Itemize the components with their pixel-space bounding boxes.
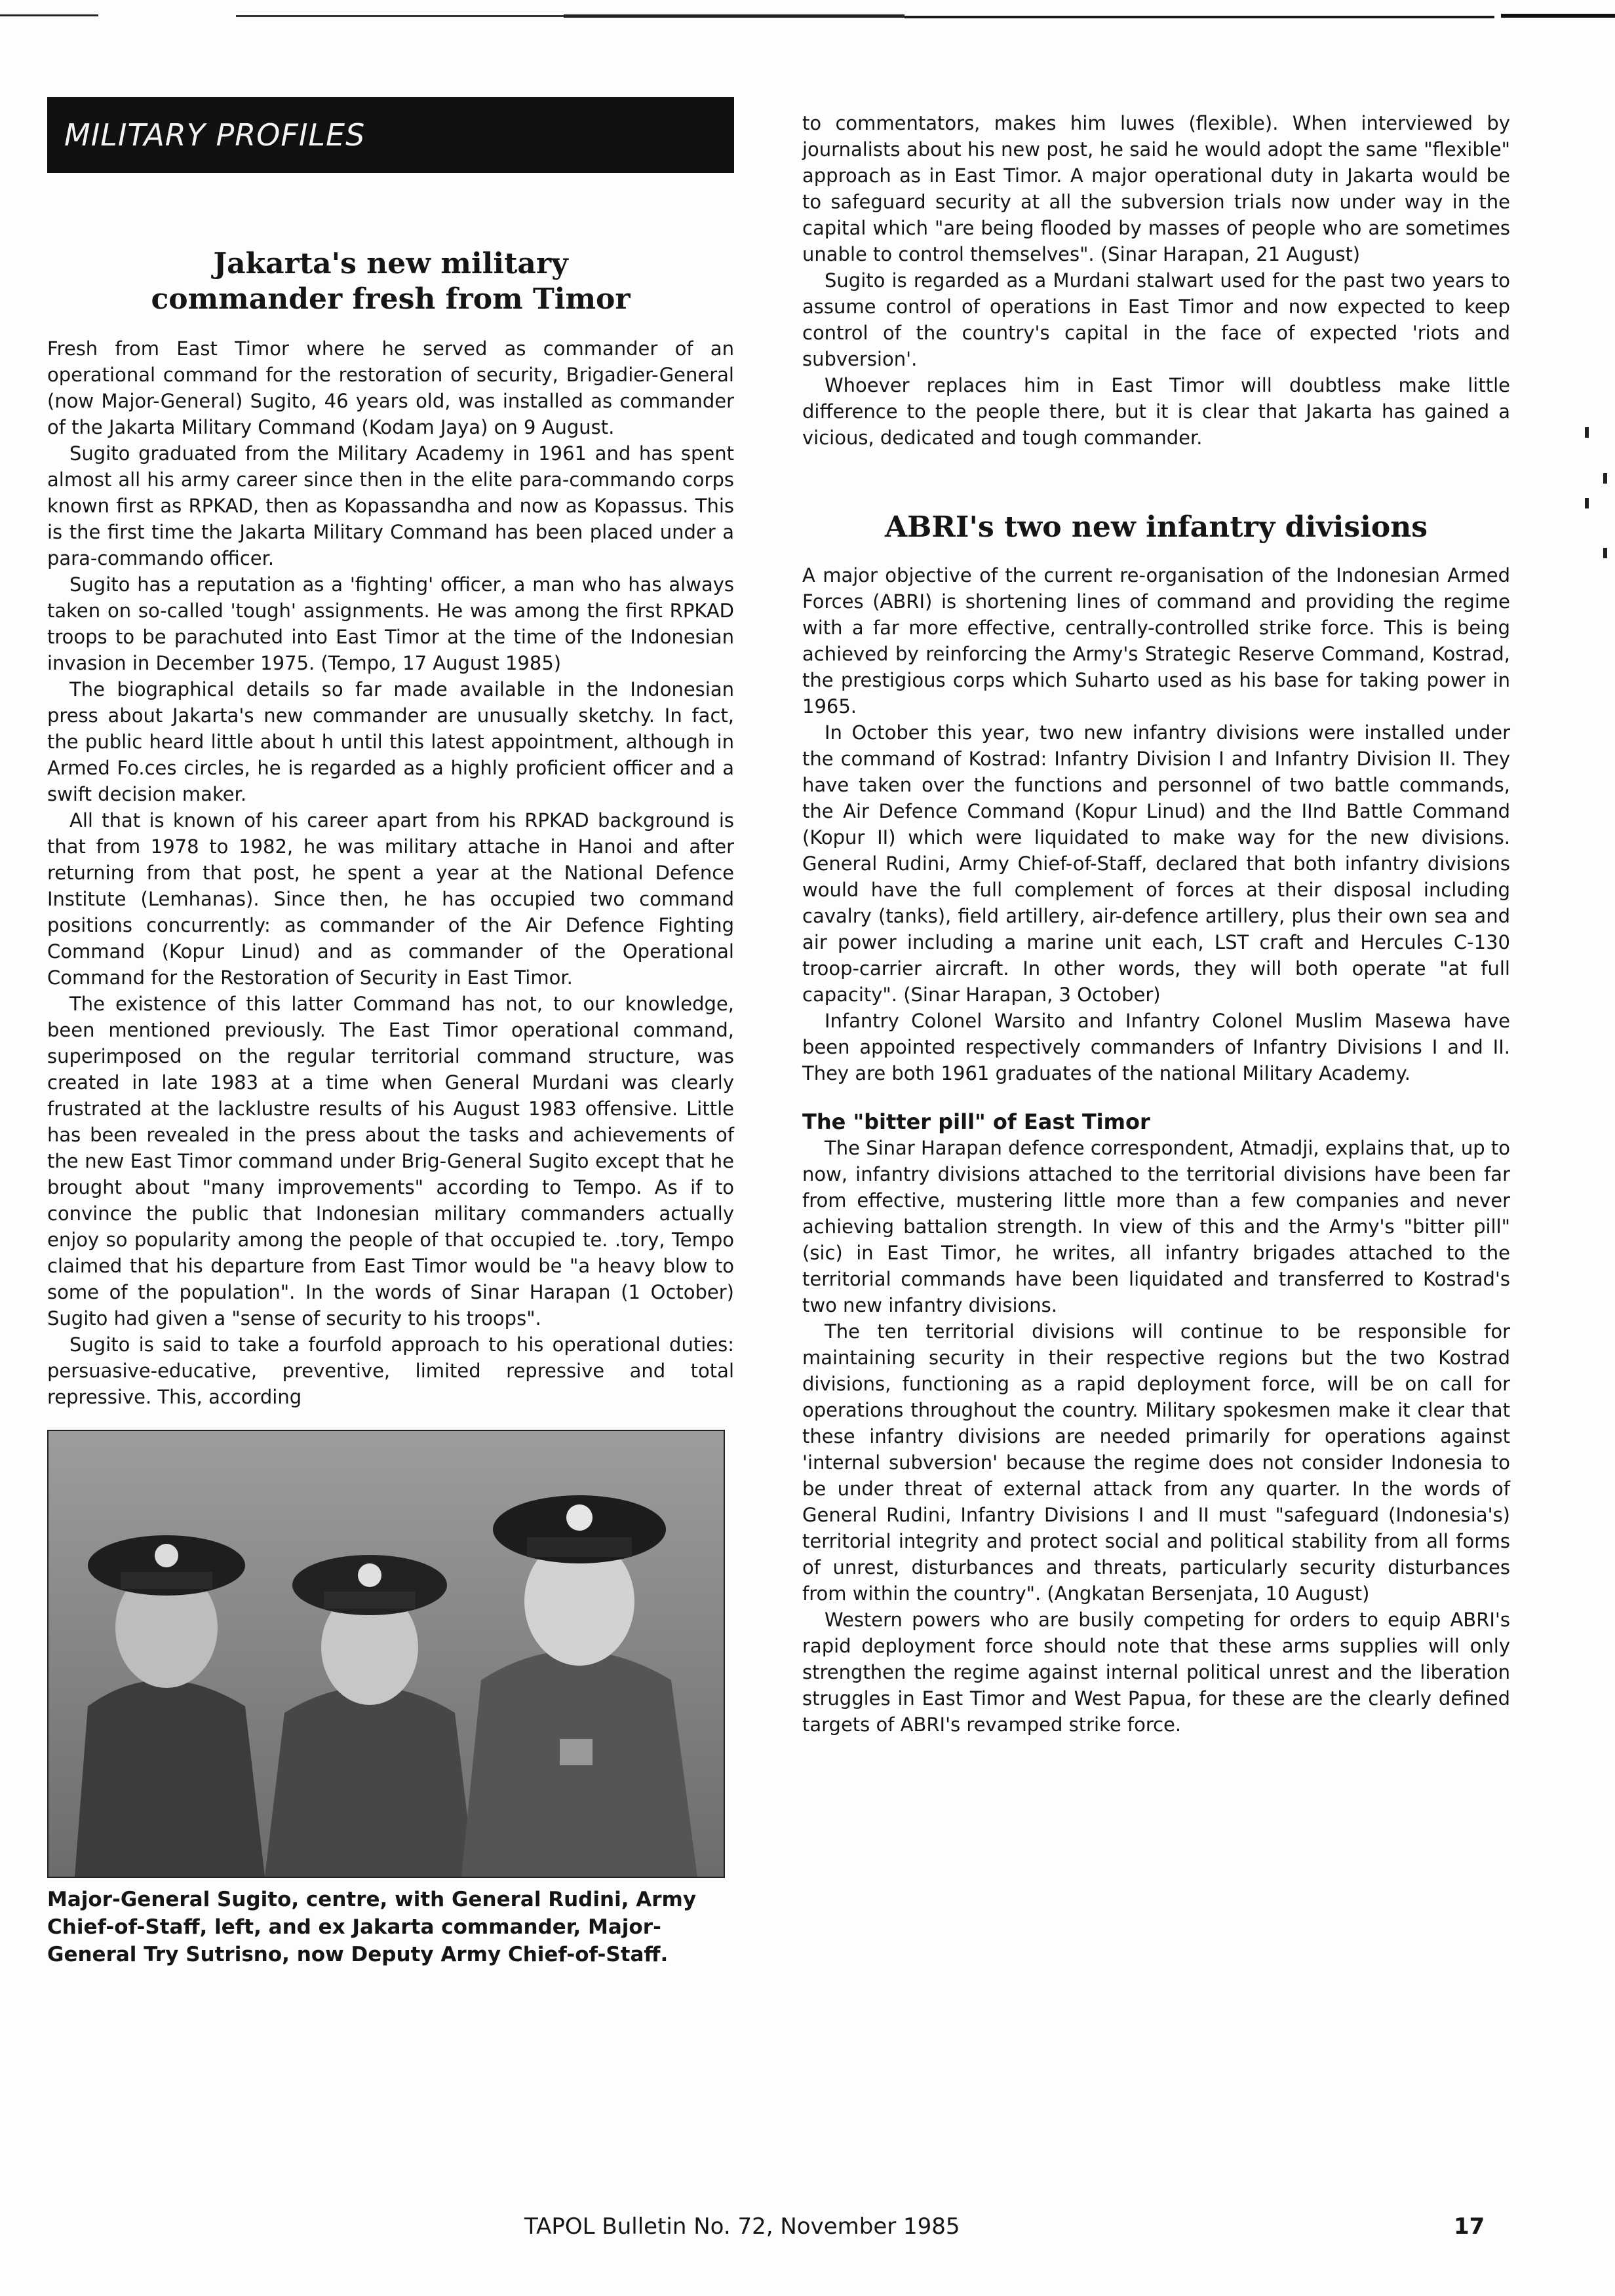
article2-paragraph: The ten territorial divisions will continue to be responsible for maintaining security in their respective regions but the two Kostrad divisions, functioning as a rapid deployment force, will be on call for operations throughout the country. Military spokesmen make it clear that these infantry divisions are needed primarily for operations against 'internal subversion' because the regime does not consider Indonesia to be under threat of external attack from any quarter. In the words of General Rudini, Infantry Divisions I and II must "safeguard (Indonesia's) territorial integrity and protect social and political stability from all forms of unrest, disturbances and threats, particularly security disturbances from within the country". (Angkatan Bersenjata, 10 August) <box>802 1320 1510 1605</box>
left-column <box>47 97 734 1968</box>
section-label: MILITARY PROFILES <box>64 117 366 153</box>
top-rule <box>0 12 1615 21</box>
article1-paragraph: Sugito has a reputation as a 'fighting' officer, a man who has always taken on so-called 'tough' assignments. He was among the first RPKAD troops to be parachuted into East Timor at the time of the Indonesian invasion in December 1975. (Tempo, 17 August 1985) <box>47 573 734 674</box>
photo-caption: Major-General Sugito, centre, with General Rudini, Army Chief-of-Staff, left, and ex Jakarta commander, Major-General Try Sutrisno, now Deputy Army Chief-of-Staff. <box>47 1888 697 1966</box>
article1-paragraph: Sugito is said to take a fourfold approach to his operational duties: persuasive-educative, preventive, limited repressive and total repressive. This, according <box>47 1333 734 1408</box>
article1-paragraph: Fresh from East Timor where he served as commander of an operational command for the restoration of security, Brigadier-General (now Major-General) Sugito, 46 years old, was installed as commander of the Jakarta Military Command (Kodam Jaya) on 9 August. <box>47 337 734 438</box>
officers-photo <box>47 1430 725 1878</box>
continuation-paragraph: to commentators, makes him luwes (flexible). When interviewed by journalists about his new post, he said he would adopt the same "flexible" approach as in East Timor. A major operational duty in Jakarta would be to safeguard security at all the subversion trials now under way in the capital which "are being flooded by masses of people who are sometimes unable to control themselves". (Sinar Harapan, 21 August) <box>802 112 1510 265</box>
article1-paragraph: The existence of this latter Command has not, to our knowledge, been mentioned previously. The East Timor operational command, superimposed on the regular territorial command structure, was created in late 1983 at a time when General Murdani was clearly frustrated at the lacklustre results of his August 1983 offensive. Little has been revealed in the press about the tasks and achievements of the new East Timor command under Brig-General Sugito except that he brought about "many improvements" according to Tempo. As if to convince the public that Indonesian military commanders actually enjoy so popularity among the people of that occupied te. .tory, Tempo claimed that his departure from East Timor would be "a heavy blow to some of the population". In the words of Sinar Harapan (1 October) Sugito had given a "sense of security to his troops". <box>47 993 734 1330</box>
margin-mark <box>1603 548 1607 558</box>
article1-paragraph: All that is known of his career apart from his RPKAD background is that from 1978 to 1982, he was military attache in Hanoi and after returning from that post, he spent a year at the National Defence Institute (Lemhanas). Since then, he has occupied two command positions concurrently: as commander of the Air Defence Fighting Command (Kopur Linud) and as commander of the Operational Command for the Restoration of Security in East Timor. <box>47 809 734 989</box>
article-title-infantry: ABRI's two new infantry divisions <box>885 510 1428 544</box>
publication-line: TAPOL Bulletin No. 72, November 1985 <box>524 2213 960 2240</box>
continuation-paragraph: Whoever replaces him in East Timor will doubtless make little difference to the people there, but it is clear that Jakarta has gained a vicious, dedicated and tough commander. <box>802 374 1510 449</box>
page-footer <box>0 2213 1615 2253</box>
article1-paragraph: The biographical details so far made available in the Indonesian press about Jakarta's new commander are unusually sketchy. In fact, the public heard little about h until this latest appointment, although in Armed Fo.ces circles, he is regarded as a highly proficient officer and a swift decision maker. <box>47 678 734 805</box>
margin-mark <box>1585 427 1589 438</box>
article2-paragraph: The Sinar Harapan defence correspondent, Atmadji, explains that, up to now, infantry divisions attached to the territorial divisions have been far from effective, mustering little more than a few companies and never achieving battalion strength. In view of this and the Army's "bitter pill" (sic) in East Timor, he writes, all infantry brigades attached to the territorial commands have been liquidated and transferred to Kostrad's two new infantry divisions. <box>802 1137 1510 1316</box>
article1-paragraph: Sugito graduated from the Military Academy in 1961 and has spent almost all his army career since then in the elite para-commando corps known first as RPKAD, then as Kopassandha and now as Kopassus. This is the first time the Jakarta Military Command has been placed under a para-commando officer. <box>47 442 734 569</box>
article2-paragraph: Western powers who are busily competing for orders to equip ABRI's rapid deployment force should note that these arms supplies will only strengthen the regime against internal political unrest and the liberation struggles in East Timor and West Papua, for these are the clearly defined targets of ABRI's revamped strike force. <box>802 1609 1510 1736</box>
section-banner <box>47 97 734 173</box>
right-column <box>802 110 1510 1738</box>
article2-paragraph: In October this year, two new infantry divisions were installed under the command of Kostrad: Infantry Division I and Infantry Division II. They have taken over the functions and personnel of two battle commands, the Air Defence Command (Kopur Linud) and the IInd Battle Command (Kopur II) which were liquidated to make way for the new divisions. General Rudini, Army Chief-of-Staff, declared that both infantry divisions would have the full complement of forces at their disposal including cavalry (tanks), field artillery, air-defence artillery, plus their own sea and air power including a marine unit each, LST craft and Hercules C-130 troop-carrier aircraft. In other words, they will both operate "at full capacity". (Sinar Harapan, 3 October) <box>802 721 1510 1006</box>
bitter-pill-subheading: The "bitter pill" of East Timor <box>802 1109 1150 1134</box>
article2-paragraph: A major objective of the current re-organisation of the Indonesian Armed Forces (ABRI) is shortening lines of command and providing the regime with a far more effective, centrally-controlled strike force. This is being achieved by reinforcing the Army's Strategic Reserve Command, Kostrad, the prestigious corps which Suharto used as his base for taking power in 1965. <box>802 564 1510 718</box>
margin-mark <box>1585 498 1589 508</box>
margin-mark <box>1603 473 1607 484</box>
officers-photo-image <box>49 1431 724 1877</box>
article-title-commander: Jakarta's new military commander fresh from Timor <box>151 247 631 316</box>
continuation-paragraph: Sugito is regarded as a Murdani stalwart used for the past two years to assume control of operations in East Timor and now expected to keep control of the country's capital in the face of expected 'riots and subversion'. <box>802 269 1510 370</box>
article2-paragraph: Infantry Colonel Warsito and Infantry Colonel Muslim Masewa have been appointed respectively commanders of Infantry Divisions I and II. They are both 1961 graduates of the national Military Academy. <box>802 1010 1510 1084</box>
page-number: 17 <box>1454 2213 1485 2240</box>
